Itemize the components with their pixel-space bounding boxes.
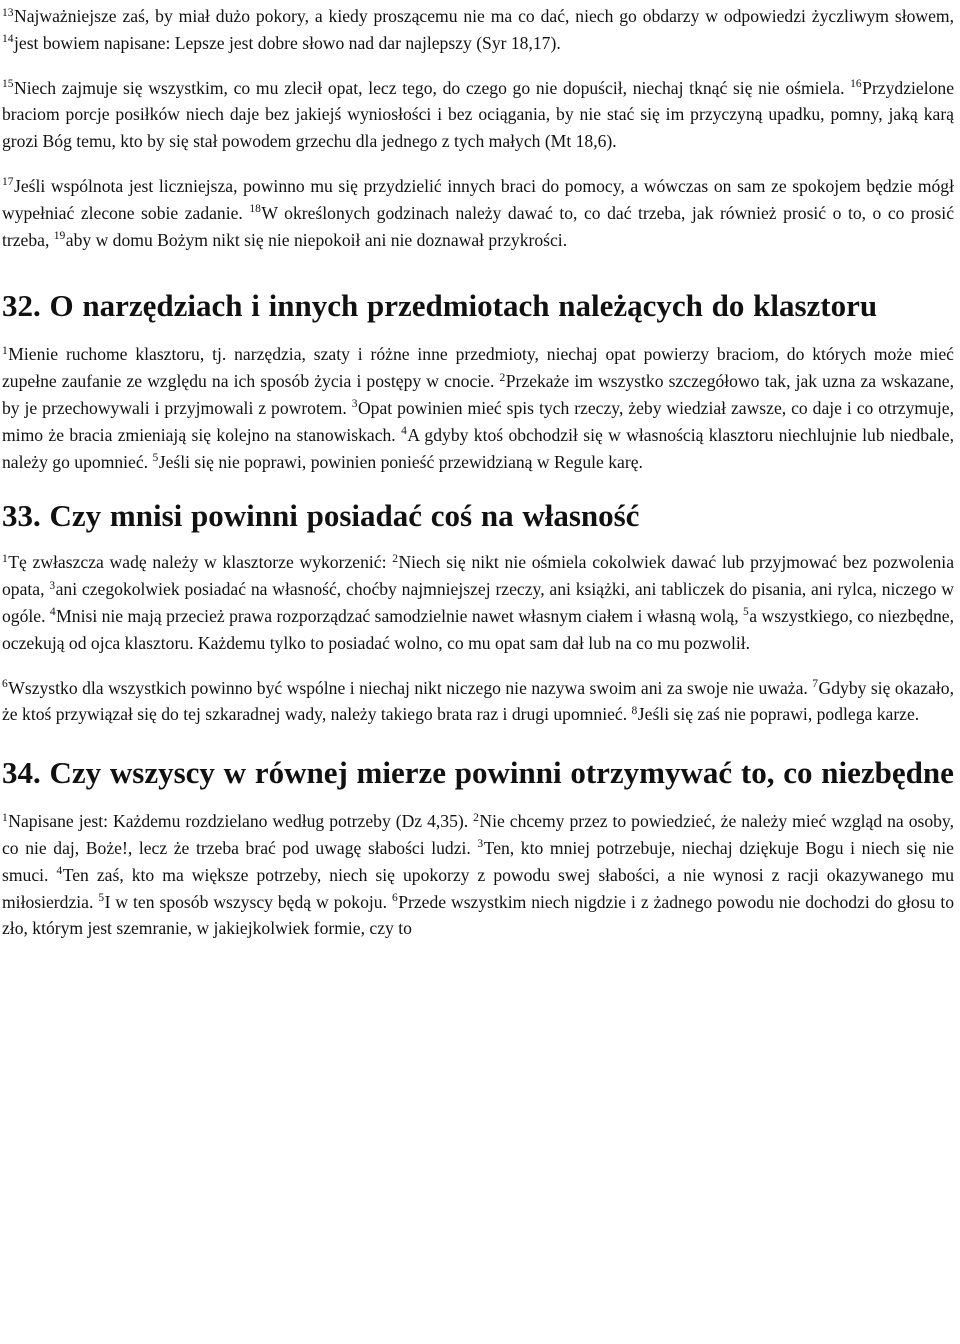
verse-number: 2 <box>473 811 479 824</box>
verse-text: Najważniejsze zaś, by miał dużo pokory, a kiedy proszącemu nie ma co dać, niech go obdarzy w odpowiedzi życzliwym słowem, <box>14 6 954 26</box>
verse-number: 6 <box>391 892 398 905</box>
verse-text: Jeśli wspólnota jest liczniejsza, powinno mu się przydzielić innych braci do pomocy, a wówczas on sam ze spokojem będzie mógł wypełniać zlecone sobie zadanie. <box>2 175 954 223</box>
verse-text: Nie chcemy przez to powiedzieć, że należy mieć wzgląd na osoby, co nie daj, Boże!, lecz że trzeba brać pod uwagę słabości ludzi. <box>2 811 954 858</box>
paragraph <box>2 75 954 155</box>
chapter-heading: 34. Czy wszyscy w równej mierze powinni otrzymywać to, co niezbędne <box>2 755 954 791</box>
chapter-32 <box>2 285 954 475</box>
chapter-31-continuation <box>2 3 954 253</box>
paragraph <box>2 549 954 656</box>
verse-text: Jeśli się nie poprawi, powinien ponieść przewidzianą w Regule karę. <box>158 451 643 472</box>
verse-text: Przede wszystkim niech nigdzie i z żadnego powodu nie dochodzi do głosu to zło, którym jest szemranie, w jakiejkolwiek formie, czy to <box>2 891 954 939</box>
verse-number: 1 <box>2 344 8 357</box>
verse-text: Przydzielone braciom porcje posiłków niech daje bez jakiejś wyniosłości i bez ociągania, by nie stać się im przyczyną upadku, pomny, jaką karą grozi Bóg temu, kto by się stał powodem grzechu dla jednego z tych małych (Mt 18,6). <box>2 77 954 152</box>
verse-text: Mienie ruchome klasztoru, tj. narzędzia, szaty i różne inne przedmioty, niechaj opat powierzy braciom, do których może mieć zupełne zaufanie ze względu na ich sposób życia i postępy w cnocie. <box>2 344 954 392</box>
verse-number: 15 <box>2 78 14 91</box>
paragraph <box>2 675 954 729</box>
verse-text: Przekaże im wszystko szczegółowo tak, jak uzna za wskazane, by je przechowywali i przyjmowali z powrotem. <box>2 371 954 418</box>
verse-number: 2 <box>392 552 398 565</box>
verse-text: Wszystko dla wszystkich powinno być wspólne i niechaj nikt niczego nie nazywa swoim ani za swoje nie uważa. <box>8 677 813 698</box>
verse-number: 7 <box>812 678 819 691</box>
chapter-heading: 33. Czy mnisi powinni posiadać coś na własność <box>2 498 640 534</box>
verse-text: Niech się nikt nie ośmiela cokolwiek dawać lub przyjmować bez pozwolenia opata, <box>2 552 954 600</box>
verse-number: 13 <box>2 6 14 19</box>
verse-number: 16 <box>850 78 862 91</box>
chapter-33 <box>2 495 954 728</box>
verse-text: jest bowiem napisane: Lepsze jest dobre słowo nad dar najlepszy (Syr 18,17). <box>14 32 561 53</box>
verse-number: 1 <box>2 552 8 565</box>
verse-text: Mnisi nie mają przecież prawa rozporządzać samodzielnie nawet własnym ciałem i własną wolą, <box>56 605 744 626</box>
verse-number: 1 <box>2 811 8 824</box>
verse-text: Tę zwłaszcza wadę należy w klasztorze wykorzenić: <box>8 552 393 573</box>
verse-number: 6 <box>2 678 8 691</box>
verse-text: Opat powinien mieć spis tych rzeczy, żeby wiedział zawsze, co daje i co otrzymuje, mimo że bracia zmieniają się kolejno na stanowiskach. <box>2 397 954 445</box>
verse-text: A gdyby ktoś obchodził się w własnością klasztoru niechlujnie lub niedbale, należy go upomnieć. <box>2 424 954 472</box>
verse-text: I w ten sposób wszyscy będą w pokoju. <box>104 891 392 912</box>
verse-text: Ten, kto mniej potrzebuje, niechaj dziękuje Bogu i niech się nie smuci. <box>2 837 954 885</box>
paragraph <box>2 3 954 57</box>
verse-number: 4 <box>401 425 407 438</box>
verse-text: ani czegokolwiek posiadać na własność, choćby najmniejszej rzeczy, ani książki, ani tabliczek do pisania, ani rylca, niczego w ogóle. <box>2 579 954 626</box>
verse-number: 19 <box>53 230 66 243</box>
chapter-34 <box>2 752 954 942</box>
verse-text: Niech zajmuje się wszystkim, co mu zlecił opat, lecz tego, do czego go nie dopuścił, niechaj tknąć się nie ośmiela. <box>14 77 851 98</box>
verse-number: 18 <box>249 203 261 216</box>
verse-number: 5 <box>743 606 749 619</box>
verse-number: 8 <box>631 704 638 717</box>
verse-text: Jeśli się zaś nie poprawi, podlega karze. <box>637 704 920 725</box>
verse-number: 2 <box>499 371 506 384</box>
verse-number: 3 <box>49 579 56 592</box>
verse-text: W określonych godzinach należy dawać to, co dać trzeba, jak również prosić o to, o co prosić trzeba, <box>2 202 954 250</box>
verse-number: 5 <box>152 452 159 465</box>
paragraph <box>2 808 954 942</box>
verse-number: 4 <box>49 606 56 619</box>
verse-number: 3 <box>477 838 484 851</box>
paragraph <box>2 341 954 475</box>
verse-number: 3 <box>351 398 358 411</box>
verse-number: 4 <box>56 865 63 878</box>
verse-number: 5 <box>98 892 105 905</box>
paragraph <box>2 173 954 253</box>
chapter-heading: 32. O narzędziach i innych przedmiotach należących do klasztoru <box>2 288 878 324</box>
verse-text: Ten zaś, kto ma większe potrzeby, niech się upokorzy z powodu swej słabości, a nie wynosi z racji okazywanego mu miłosierdzia. <box>2 864 954 912</box>
verse-number: 17 <box>2 176 14 189</box>
verse-number: 14 <box>2 33 14 46</box>
verse-text: Gdyby się okazało, że ktoś przywiązał się do tej szkaradnej wady, należy takiego brata raz i drugi upomnieć. <box>2 677 954 725</box>
verse-text: Napisane jest: Każdemu rozdzielano według potrzeby (Dz 4,35). <box>8 811 474 832</box>
verse-text: aby w domu Bożym nikt się nie niepokoił ani nie doznawał przykrości. <box>65 229 568 250</box>
verse-text: a wszystkiego, co niezbędne, oczekują od ojca klasztoru. Każdemu tylko to posiadać wolno, co mu opat sam dał lub na co mu pozwolił. <box>2 605 954 653</box>
